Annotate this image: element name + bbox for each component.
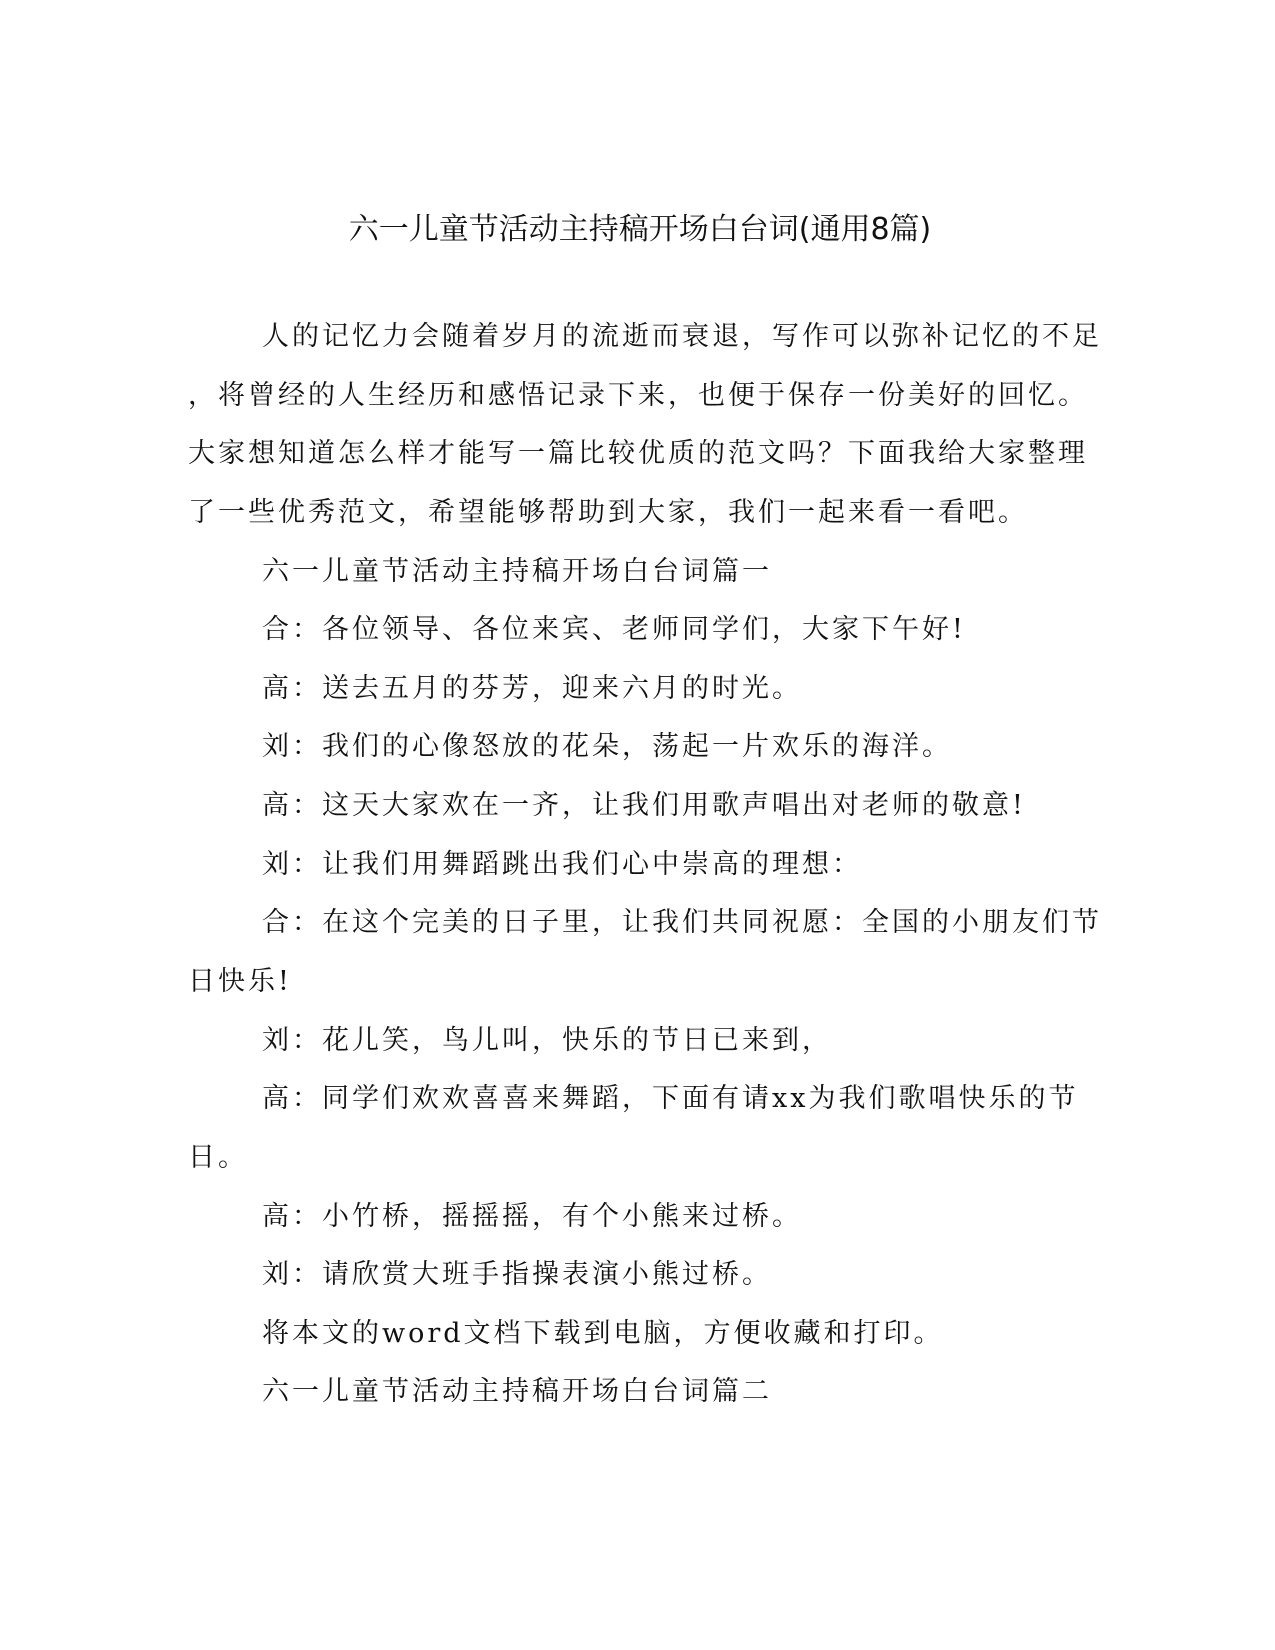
script-line: 刘：请欣赏大班手指操表演小熊过桥。 [262,1259,772,1290]
script-line: 合：在这个完美的日子里，让我们共同祝愿：全国的小朋友们节 [262,907,1102,938]
script-line: 高：送去五月的芬芳，迎来六月的时光。 [262,673,802,704]
script-line: 高：同学们欢欢喜喜来舞蹈，下面有请xx为我们歌唱快乐的节 [262,1083,1079,1114]
script-line-continued: 日快乐! [188,966,292,997]
script-line: 高：这天大家欢在一齐，让我们用歌声唱出对老师的敬意! [262,790,1026,821]
download-note: 将本文的word文档下载到电脑，方便收藏和打印。 [262,1318,944,1349]
intro-line-2: ，将曾经的人生经历和感悟记录下来，也便于保存一份美好的回忆。 [188,380,1088,411]
script-line: 刘：花儿笑，鸟儿叫，快乐的节日已来到， [262,1025,832,1056]
script-line-continued: 日。 [188,1142,248,1173]
script-line: 刘：让我们用舞蹈跳出我们心中崇高的理想： [262,849,862,880]
intro-line-1: 人的记忆力会随着岁月的流逝而衰退，写作可以弥补记忆的不足 [262,321,1102,352]
script-line: 高：小竹桥，摇摇摇，有个小熊来过桥。 [262,1201,802,1232]
script-line: 合：各位领导、各位来宾、老师同学们，大家下午好! [262,614,966,645]
section-heading-2: 六一儿童节活动主持稿开场白台词篇二 [262,1376,772,1407]
script-line: 刘：我们的心像怒放的花朵，荡起一片欢乐的海洋。 [262,731,952,762]
document-title: 六一儿童节活动主持稿开场白台词(通用8篇) [348,212,932,247]
section-heading-1: 六一儿童节活动主持稿开场白台词篇一 [262,556,772,587]
intro-line-3: 大家想知道怎么样才能写一篇比较优质的范文吗？下面我给大家整理 [188,438,1088,469]
intro-line-4: 了一些优秀范文，希望能够帮助到大家，我们一起来看一看吧。 [188,497,1028,528]
